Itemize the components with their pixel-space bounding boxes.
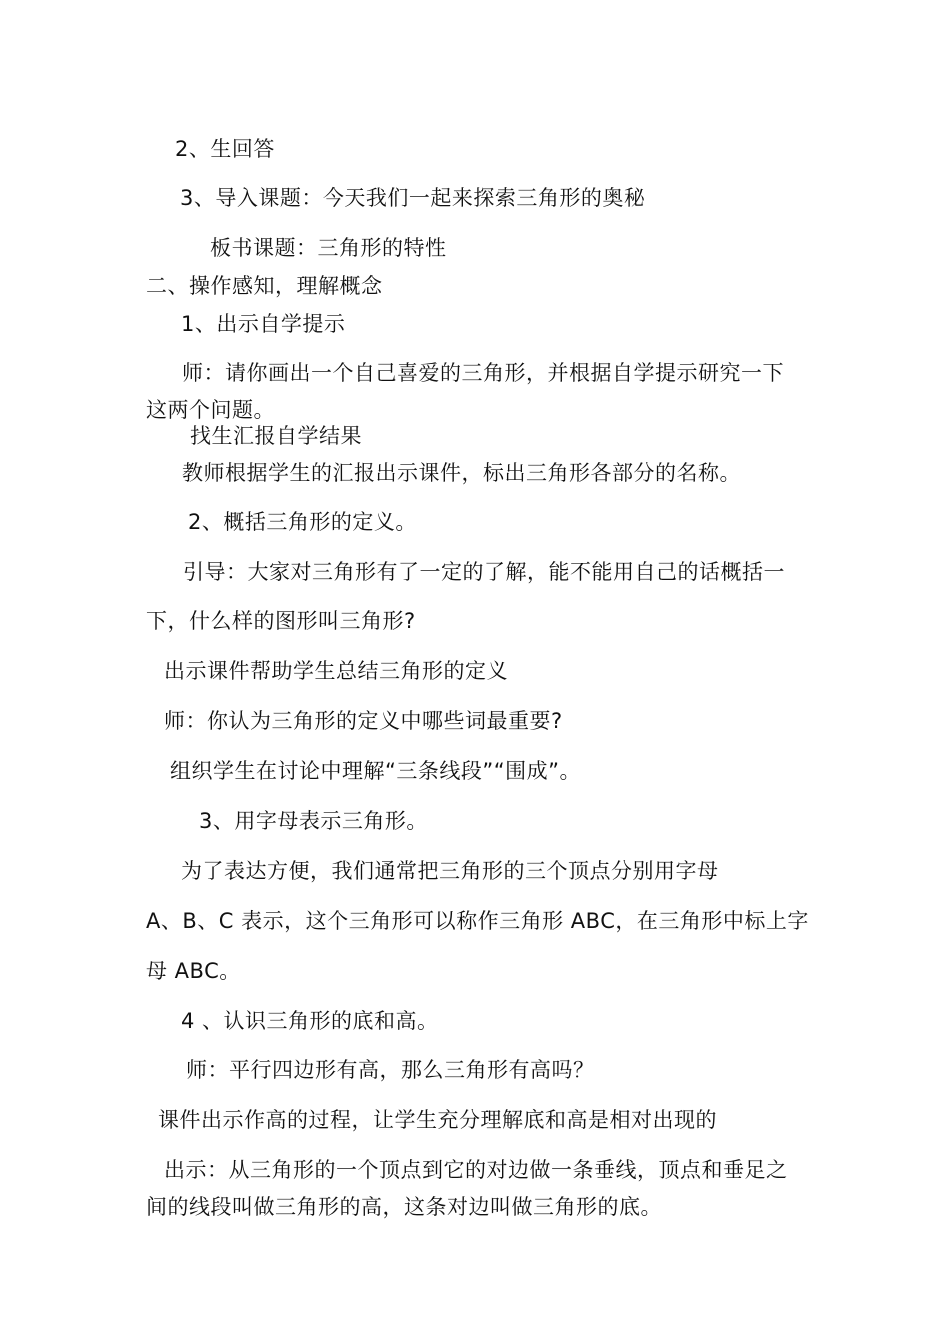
text-line: 出示：从三角形的一个顶点到它的对边做一条垂线，顶点和垂足之 <box>164 1158 788 1182</box>
text-line: 母 ABC。 <box>146 959 241 983</box>
text-line: 教师根据学生的汇报出示课件，标出三角形各部分的名称。 <box>182 461 741 485</box>
section-heading: 二、操作感知，理解概念 <box>146 274 383 298</box>
text-line: 找生汇报自学结果 <box>190 424 362 448</box>
text-line: 课件出示作高的过程，让学生充分理解底和高是相对出现的 <box>158 1108 717 1132</box>
text-line: 4 、认识三角形的底和高。 <box>181 1009 439 1033</box>
text-line: 板书课题：三角形的特性 <box>210 236 447 260</box>
text-line: 2、生回答 <box>175 137 275 161</box>
text-line: 1、出示自学提示 <box>181 312 346 336</box>
text-line: 下，什么样的图形叫三角形? <box>146 609 416 633</box>
text-line: 组织学生在讨论中理解“三条线段”“围成”。 <box>170 759 582 783</box>
text-line: 间的线段叫做三角形的高，这条对边叫做三角形的底。 <box>146 1195 662 1219</box>
text-line: 出示课件帮助学生总结三角形的定义 <box>164 659 508 683</box>
text-line: 3、导入课题：今天我们一起来探索三角形的奥秘 <box>180 186 646 210</box>
text-line: A、B、C 表示，这个三角形可以称作三角形 ABC，在三角形中标上字 <box>146 909 809 933</box>
text-line: 3、用字母表示三角形。 <box>199 809 428 833</box>
text-line: 这两个问题。 <box>146 398 275 422</box>
text-line: 为了表达方便，我们通常把三角形的三个顶点分别用字母 <box>181 859 719 883</box>
text-line: 师：你认为三角形的定义中哪些词最重要? <box>164 709 563 733</box>
text-line: 2、概括三角形的定义。 <box>188 510 417 534</box>
text-line: 师：请你画出一个自己喜爱的三角形，并根据自学提示研究一下 <box>182 361 784 385</box>
text-line: 引导：大家对三角形有了一定的了解，能不能用自己的话概括一 <box>183 560 785 584</box>
text-line: 师：平行四边形有高，那么三角形有高吗？ <box>186 1058 595 1082</box>
